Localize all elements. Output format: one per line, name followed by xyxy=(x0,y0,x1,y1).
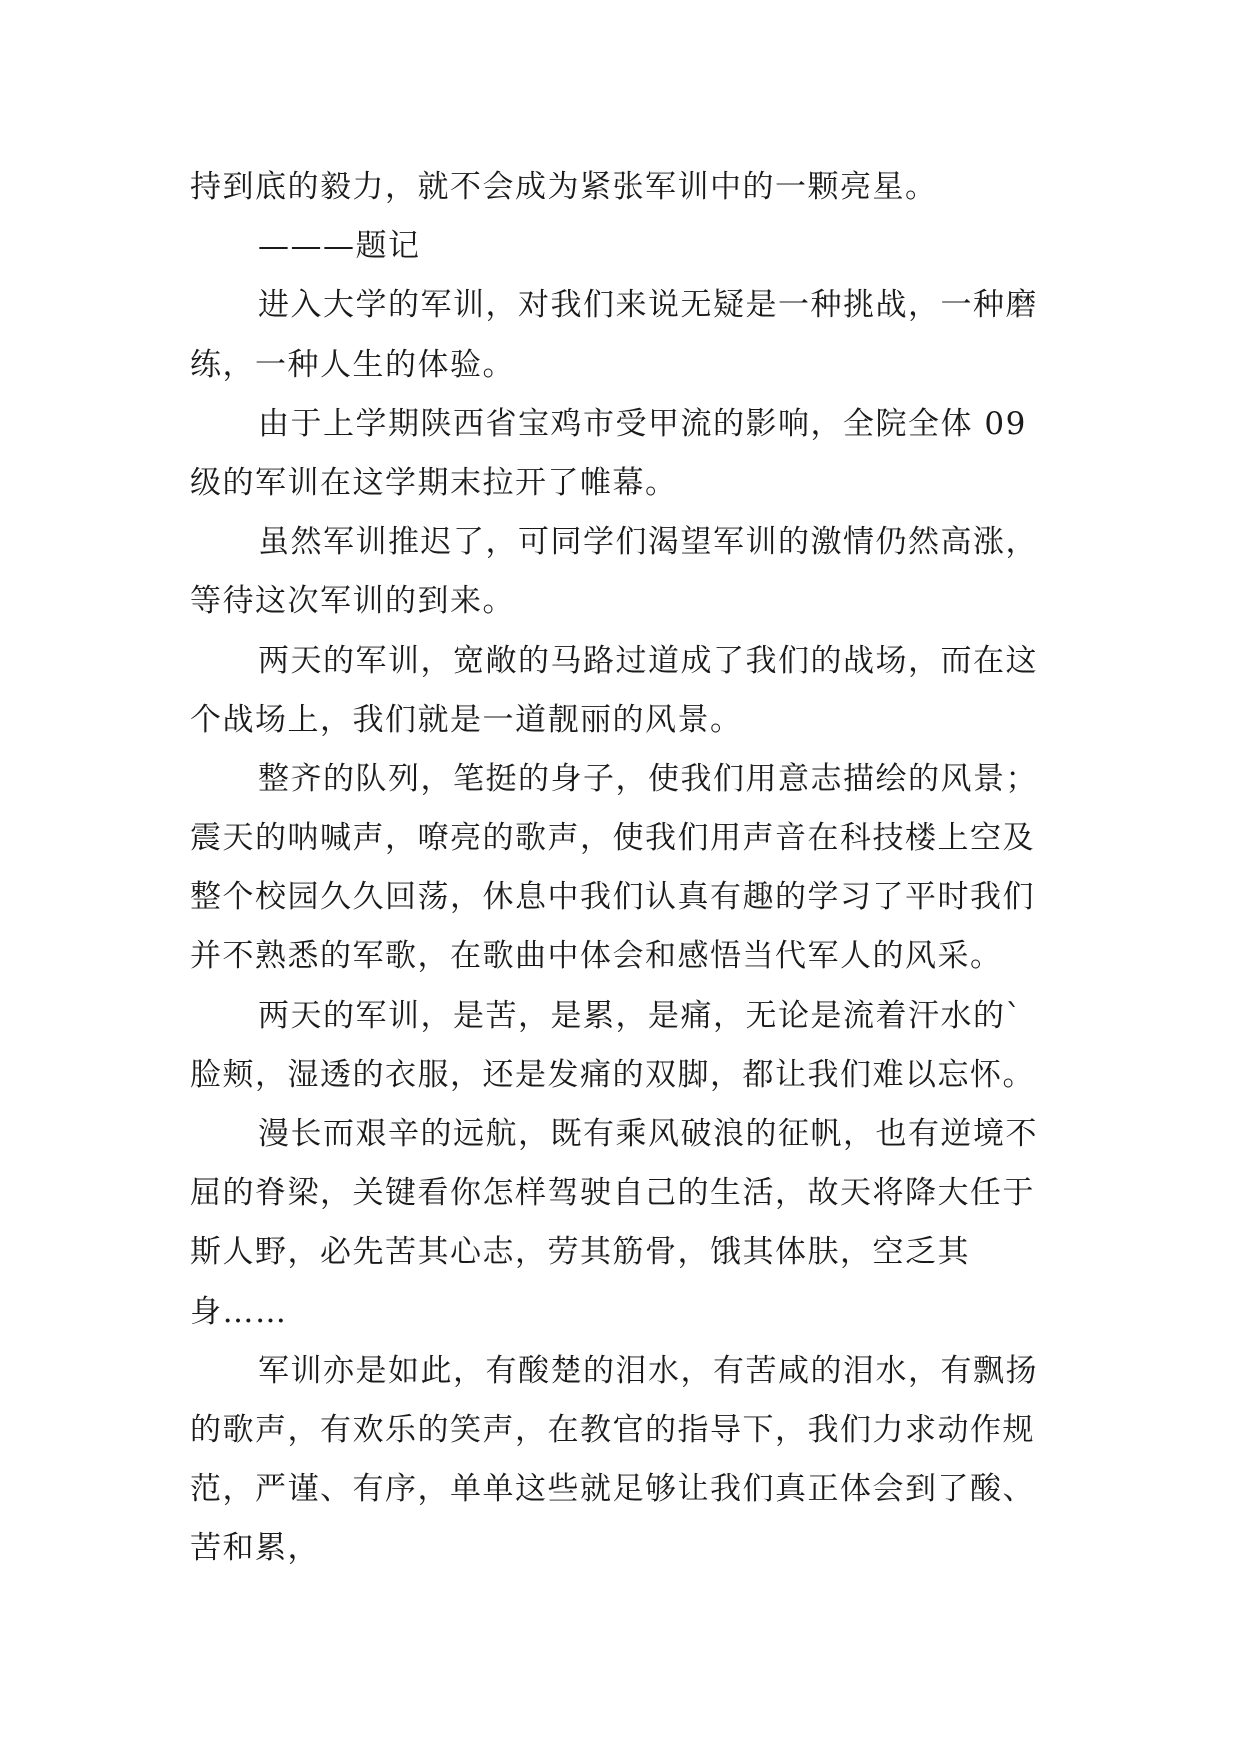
text-line: 震天的呐喊声，嘹亮的歌声，使我们用声音在科技楼上空及 xyxy=(190,820,1035,857)
essay-body xyxy=(190,158,1070,1579)
text-line: 练，一种人生的体验。 xyxy=(190,346,515,383)
text-line: 军训亦是如此，有酸楚的泪水，有苦咸的泪水，有飘扬 xyxy=(258,1352,1038,1389)
text-line: 等待这次军训的到来。 xyxy=(190,583,515,620)
text-line: 斯人野，必先苦其心志，劳其筋骨，饿其体肤，空乏其 xyxy=(190,1234,970,1271)
text-line: 两天的军训，宽敞的马路过道成了我们的战场，而在这 xyxy=(258,642,1038,679)
text-line: 身…… xyxy=(190,1293,288,1330)
text-line: 脸颊，湿透的衣服，还是发痛的双脚，都让我们难以忘怀。 xyxy=(190,1056,1035,1093)
text-line: 由于上学期陕西省宝鸡市受甲流的影响，全院全体 09 xyxy=(258,405,1027,442)
text-line: 级的军训在这学期末拉开了帷幕。 xyxy=(190,464,678,501)
epigraph-attribution: ———题记 xyxy=(258,228,421,265)
text-line: 并不熟悉的军歌，在歌曲中体会和感悟当代军人的风采。 xyxy=(190,938,1003,975)
text-line: 进入大学的军训，对我们来说无疑是一种挑战，一种磨 xyxy=(258,287,1038,324)
text-line: 的歌声，有欢乐的笑声，在教官的指导下，我们力求动作规 xyxy=(190,1411,1035,1448)
text-line: 范，严谨、有序，单单这些就足够让我们真正体会到了酸、 xyxy=(190,1471,1035,1508)
text-line: 整齐的队列，笔挺的身子，使我们用意志描绘的风景； xyxy=(258,760,1038,797)
text-line: 个战场上，我们就是一道靓丽的风景。 xyxy=(190,701,743,738)
text-line: 虽然军训推迟了，可同学们渴望军训的激情仍然高涨， xyxy=(258,524,1038,561)
text-line: 两天的军训，是苦，是累，是痛，无论是流着汗水的` xyxy=(258,997,1023,1034)
text-line: 整个校园久久回荡，休息中我们认真有趣的学习了平时我们 xyxy=(190,879,1035,916)
text-line: 苦和累， xyxy=(190,1530,320,1567)
text-line: 漫长而艰辛的远航，既有乘风破浪的征帆，也有逆境不 xyxy=(258,1116,1038,1152)
text-line: 屈的脊梁，关键看你怎样驾驶自己的生活，故天将降大任于 xyxy=(190,1175,1035,1212)
text-line: 持到底的毅力，就不会成为紧张军训中的一颗亮星。 xyxy=(190,169,938,205)
